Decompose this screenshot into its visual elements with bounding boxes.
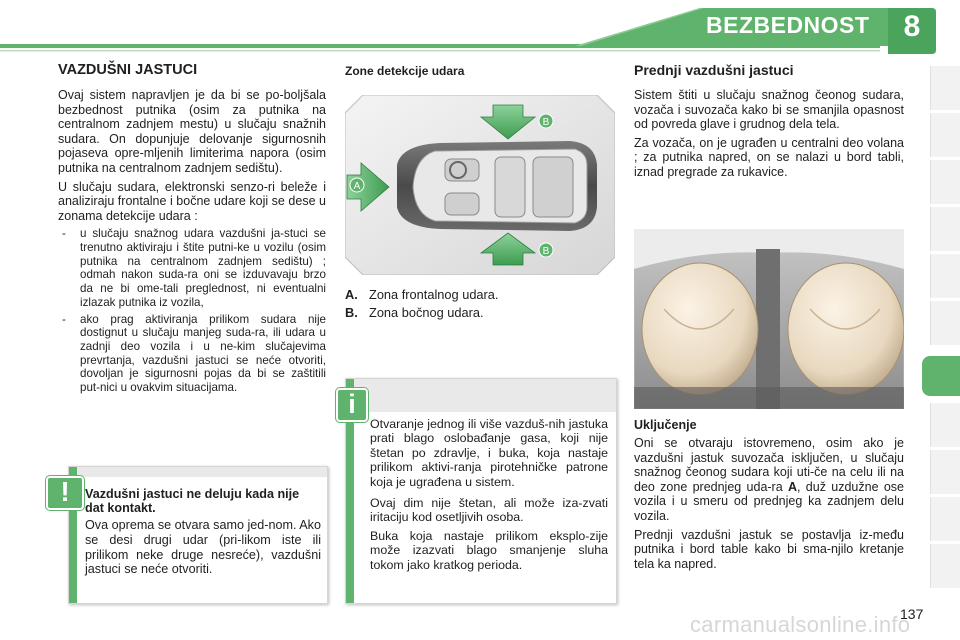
- section-title: VAZDUŠNI JASTUCI: [58, 62, 198, 78]
- subsection-title: Uključenje: [634, 418, 697, 432]
- chapter-tab[interactable]: [930, 113, 960, 157]
- bullet-item: - ako prag aktiviranja prilikom sudara nije dostignut u slučaju manjeg suda-ra, ili udara u zadnji deo vozila i u ne-kim slučajevima prevrtanja, vazdušni jastuci se neće otvoriti, dovoljan je sigurnosni pojas da bi se zaštitili put-nici u ovakvim situacijama.: [62, 312, 326, 395]
- label-b-bottom: B: [542, 246, 550, 257]
- legend-item-b: [345, 305, 484, 320]
- info-header: [354, 379, 616, 412]
- bullet-text: u slučaju snažnog udara vazdušni ja-stuci se trenutno aktiviraju i štite putni-ke u vozilu (osim putnika na centralnom zadnjem sedištu) ; odmah nakon suda-ra oni se izduvavaju brzo da ne bi ome-tali preglednost, ni eventualni izlazak putnika iz vozila,: [80, 227, 326, 309]
- deployment-paragraph: Prednji vazdušni jastuk se postavlja iz-među putnika i bord table kako bi sma-njilo kretanje tela ka napred.: [634, 527, 904, 571]
- info-icon: [336, 388, 368, 422]
- car-diagram: [345, 95, 615, 275]
- chapter-number: 8: [903, 10, 921, 43]
- bullet-text: ako prag aktiviranja prilikom sudara nije dostignut u slučaju manjeg suda-ra, ili udara u zadnji deo vozila i u ne-kim slučajevima prevrtanja, vazdušni jastuci se neće otvoriti, dovoljan je sigurnosni pojas da bi se zaštitili put-nici u ovakvim situacijama.: [80, 312, 326, 395]
- zone-title: Zone detekcije udara: [345, 64, 465, 78]
- airbag-photo: [634, 229, 904, 409]
- info-paragraph-3: Buka koja nastaje prilikom eksplo-zije može izazvati blago smanjenje sluha tokom jako kratkog perioda.: [370, 529, 608, 572]
- right-column-lower: [634, 418, 904, 571]
- chapter-tab[interactable]: [930, 301, 960, 345]
- info-box: [345, 378, 617, 604]
- activation-text-end: , duž uzdužne ose vozila i u smeru od prednjeg ka zadnjem delu vozila.: [634, 479, 904, 523]
- chapter-tab-active[interactable]: [922, 356, 960, 396]
- info-paragraph-2: Ovaj dim nije štetan, ali može iza-zvati iritaciju kod osetljivih osoba.: [370, 496, 608, 525]
- chapter-header: [0, 0, 960, 58]
- warning-header: [77, 467, 327, 477]
- warning-box: [68, 466, 328, 604]
- chapter-tab[interactable]: [930, 207, 960, 251]
- front-airbag-paragraph: Sistem štiti u slučaju snažnog čeonog sudara, vozača i suvozača kako bi se smanjila opasnost od povreda glave i grudnog dela tela.: [634, 88, 904, 132]
- chapter-tab[interactable]: [930, 160, 960, 204]
- watermark: carmanualsonline.info: [690, 612, 911, 637]
- intro-paragraph: Ovaj sistem napravljen je da bi se po-boljšala bezbednost putnika (osim za putnika na centralnom zadnjem mestu) u slučaju snažnih sudara. On dopunjuje delovanje sigurnosnih pojaseva opre-mljenih limiterima napora (osim putnika na centralnom zadnjem sedištu).: [58, 88, 326, 175]
- left-column: [58, 62, 326, 395]
- impact-zone-diagram: [345, 95, 615, 275]
- chapter-tab[interactable]: [930, 254, 960, 298]
- section-title: Prednji vazdušni jastuci: [634, 62, 794, 78]
- chapter-tab[interactable]: [930, 450, 960, 494]
- legend-key: A.: [345, 287, 358, 302]
- activation-zone-key: A: [787, 479, 798, 494]
- label-a: A: [353, 181, 361, 192]
- legend-text: Zona frontalnog udara.: [369, 287, 499, 302]
- airbag-illustration: [634, 229, 904, 409]
- activation-text-start: Oni se otvaraju istovremeno, osim ako je vazdušni jastuk suvozača isključen, u slučaju snažnog čeonog sudara koji uti-če na celu ili na deo zone prednjeg uda-ra: [634, 436, 904, 494]
- warning-text: Ova oprema se otvara samo jed-nom. Ako se desi drugi udar (pri-likom iste ili prilikom neke druge nesreće), vazdušni jastuci se neće otvoriti.: [85, 518, 321, 577]
- detection-paragraph: U slučaju sudara, elektronski senzo-ri beleže i analiziraju frontalne i bočne udare koji se dese u zonama detekcije udara :: [58, 179, 326, 223]
- legend-text: Zona bočnog udara.: [369, 305, 484, 320]
- warning-title: Vazdušni jastuci ne deluju kada nije dat kontakt.: [85, 487, 300, 515]
- warning-icon-glyph: !: [60, 476, 70, 507]
- chapter-tab[interactable]: [930, 403, 960, 447]
- activation-paragraph: [634, 436, 904, 524]
- label-b-top: B: [542, 117, 550, 128]
- warning-icon: [46, 476, 84, 510]
- right-column: [634, 62, 904, 180]
- chapter-tab[interactable]: [930, 544, 960, 588]
- location-paragraph: Za vozača, on je ugrađen u centralni deo volana ; za putnika napred, on se nalazi u bord tabli, iznad pregrade za rukavice.: [634, 135, 904, 179]
- info-icon-glyph: i: [348, 389, 356, 419]
- chapter-title: BEZBEDNOST: [706, 12, 870, 38]
- chapter-tab[interactable]: [930, 66, 960, 110]
- legend-key: B.: [345, 305, 358, 320]
- legend-item-a: [345, 287, 498, 302]
- chapter-tab[interactable]: [930, 497, 960, 541]
- info-paragraph-1: Otvaranje jednog ili više vazduš-nih jastuka prati blago oslobađanje gasa, koji nije štetan po zdravlje, i buka, koja nastaje prilikom aktivi-ranja pirotehničke patrone koja je ugrađena u sistem.: [370, 417, 608, 489]
- page-number: 137: [900, 606, 924, 622]
- bullet-item: - u slučaju snažnog udara vazdušni ja-stuci se trenutno aktiviraju i štite putni-ke u vozilu (osim putnika na centralnom zadnjem sedištu) ; odmah nakon suda-ra oni se izduvavaju brzo da ne bi ome-tali preglednost, ni eventualni izlazak putnika iz vozila,: [62, 227, 326, 309]
